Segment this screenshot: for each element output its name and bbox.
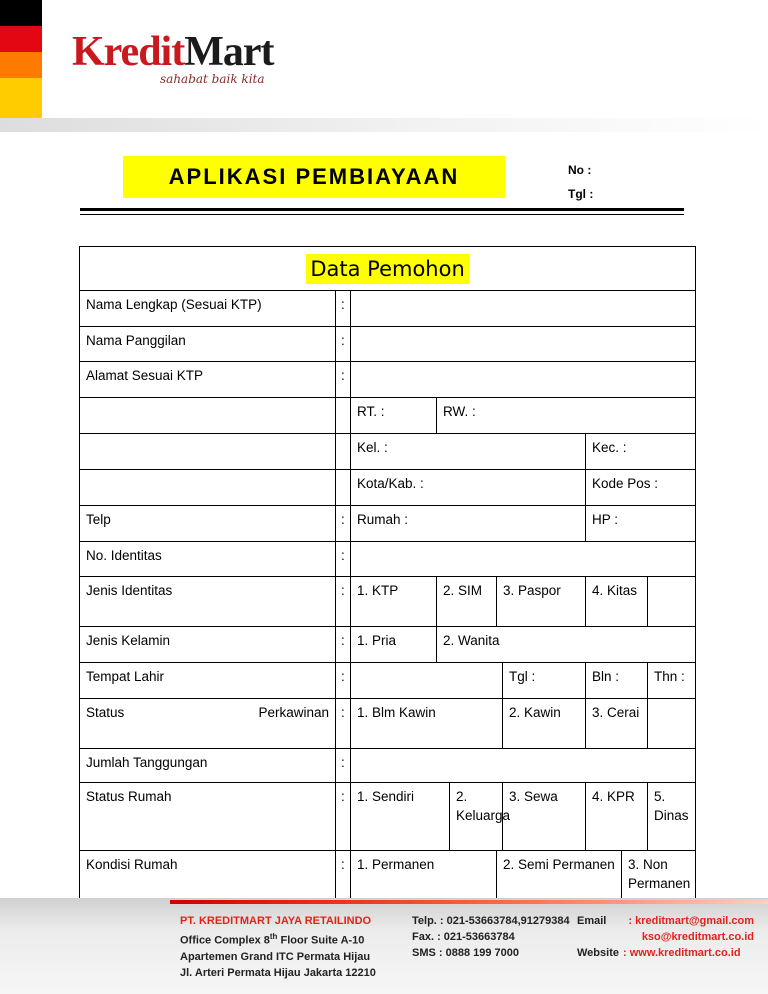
tagline: sahabat baik kita xyxy=(160,72,265,86)
field-nama-lengkap[interactable] xyxy=(351,291,696,327)
email-link-2[interactable]: kso@kreditmart.co.id xyxy=(641,931,755,943)
label-status-perkawinan xyxy=(80,699,336,749)
field-nama-panggilan[interactable] xyxy=(351,327,696,362)
logo-word-1: Kredit xyxy=(72,29,185,75)
flag-stripe-red xyxy=(0,26,42,52)
office-suite: Floor Suite A-10 xyxy=(277,934,365,947)
email-label: Email xyxy=(577,915,607,927)
no-label: No : xyxy=(568,163,592,177)
email-link-1[interactable]: : kreditmart@gmail.com xyxy=(628,915,755,927)
option-pria[interactable]: 1. Pria xyxy=(351,627,437,663)
footer-accent-bar xyxy=(170,900,768,904)
label-no-identitas: No. Identitas xyxy=(80,542,336,577)
option-sendiri[interactable]: 1. Sendiri xyxy=(351,783,450,851)
label-tempat-lahir: Tempat Lahir xyxy=(80,663,336,699)
label-kondisi-rumah: Kondisi Rumah xyxy=(80,851,336,900)
office-text: Office Complex 8 xyxy=(180,934,270,947)
label-jenis-kelamin: Jenis Kelamin xyxy=(80,627,336,663)
option-non-permanen[interactable]: 3. Non Permanen xyxy=(622,851,696,900)
field-hp[interactable]: HP : xyxy=(586,506,696,542)
field-tgl[interactable]: Tgl : xyxy=(503,663,586,699)
website-link[interactable]: : www.kreditmart.co.id xyxy=(622,947,741,959)
flag-stripe-yellow xyxy=(0,78,42,104)
label-jenis-identitas: Jenis Identitas xyxy=(80,577,336,627)
flag-stripe-orange xyxy=(0,52,42,78)
blank-cell xyxy=(336,470,351,506)
section-header xyxy=(80,247,696,291)
colon: : xyxy=(336,699,351,749)
colon: : xyxy=(336,577,351,627)
option-keluarga[interactable]: 2. Keluarga xyxy=(450,783,503,851)
applicant-form xyxy=(79,246,696,900)
telp-line: Telp. : 021-53663784,91279384 xyxy=(412,915,570,927)
apartment-line: Apartemen Grand ITC Permata Hijau xyxy=(180,950,371,963)
logo xyxy=(72,30,274,74)
colon: : xyxy=(336,327,351,362)
field-no-identitas[interactable] xyxy=(351,542,696,577)
option-permanen[interactable]: 1. Permanen xyxy=(351,851,497,900)
colon: : xyxy=(336,362,351,398)
colon: : xyxy=(336,627,351,663)
label-status-rumah: Status Rumah xyxy=(80,783,336,851)
field-rw[interactable]: RW. : xyxy=(437,398,696,434)
option-kitas[interactable]: 4. Kitas xyxy=(586,577,648,627)
sms-line: SMS : 0888 199 7000 xyxy=(412,947,520,959)
brand-flag xyxy=(0,0,42,130)
field-kel[interactable]: Kel. : xyxy=(351,434,586,470)
colon: : xyxy=(336,291,351,327)
colon: : xyxy=(336,749,351,783)
field-tempat-lahir[interactable] xyxy=(351,663,503,699)
office-sup: th xyxy=(269,932,278,941)
footer-online xyxy=(577,913,754,961)
section-title: Data Pemohon xyxy=(306,254,468,284)
perkawinan-word: Perkawinan xyxy=(258,705,329,720)
fax-line: Fax. : 021-53663784 xyxy=(412,931,515,943)
option-wanita[interactable]: 2. Wanita xyxy=(437,627,696,663)
label-alamat: Alamat Sesuai KTP xyxy=(80,362,336,398)
header-rule-thin xyxy=(80,214,684,215)
label-nama-panggilan: Nama Panggilan xyxy=(80,327,336,362)
website-label: Website xyxy=(577,947,619,959)
field-telp-rumah[interactable]: Rumah : xyxy=(351,506,586,542)
header-shade xyxy=(0,118,768,132)
blank-cell xyxy=(648,577,696,627)
field-thn[interactable]: Thn : xyxy=(648,663,696,699)
street-line: Jl. Arteri Permata Hijau Jakarta 12210 xyxy=(180,966,376,979)
status-word: Status xyxy=(86,705,125,720)
header-rule-thick xyxy=(80,208,684,211)
footer-phones xyxy=(412,913,570,961)
company-name: PT. KREDITMART JAYA RETAILINDO xyxy=(180,915,372,927)
option-kawin[interactable]: 2. Kawin xyxy=(503,699,586,749)
option-semi-permanen[interactable]: 2. Semi Permanen xyxy=(497,851,622,900)
colon: : xyxy=(336,542,351,577)
website-line xyxy=(577,945,754,961)
option-sewa[interactable]: 3. Sewa xyxy=(503,783,586,851)
colon: : xyxy=(336,851,351,900)
option-sim[interactable]: 2. SIM xyxy=(437,577,497,627)
option-kpr[interactable]: 4. KPR xyxy=(586,783,648,851)
field-rt[interactable]: RT. : xyxy=(351,398,437,434)
blank-cell xyxy=(336,398,351,434)
label-nama-lengkap: Nama Lengkap (Sesuai KTP) xyxy=(80,291,336,327)
field-alamat[interactable] xyxy=(351,362,696,398)
option-paspor[interactable]: 3. Paspor xyxy=(497,577,586,627)
flag-stripe-black xyxy=(0,0,42,26)
footer-address xyxy=(180,913,376,981)
label-telp: Telp xyxy=(80,506,336,542)
tgl-label: Tgl : xyxy=(568,187,594,201)
field-bln[interactable]: Bln : xyxy=(586,663,648,699)
field-kec[interactable]: Kec. : xyxy=(586,434,696,470)
field-kota[interactable]: Kota/Kab. : xyxy=(351,470,586,506)
page-title: APLIKASI PEMBIAYAAN xyxy=(123,156,505,198)
colon: : xyxy=(336,506,351,542)
option-cerai[interactable]: 3. Cerai xyxy=(586,699,648,749)
email-line xyxy=(577,913,754,929)
office-line xyxy=(180,929,376,949)
label-jumlah-tanggungan: Jumlah Tanggungan xyxy=(80,749,336,783)
option-ktp[interactable]: 1. KTP xyxy=(351,577,437,627)
colon: : xyxy=(336,663,351,699)
field-jumlah-tanggungan[interactable] xyxy=(351,749,696,783)
colon: : xyxy=(336,783,351,851)
email-line-2 xyxy=(577,929,754,945)
blank-cell xyxy=(80,398,336,434)
field-kode-pos[interactable]: Kode Pos : xyxy=(586,470,696,506)
blank-cell xyxy=(80,434,336,470)
logo-word-2: Mart xyxy=(184,29,274,75)
option-dinas[interactable]: 5. Dinas xyxy=(648,783,696,851)
option-blm-kawin[interactable]: 1. Blm Kawin xyxy=(351,699,503,749)
blank-cell xyxy=(648,699,696,749)
blank-cell xyxy=(336,434,351,470)
blank-cell xyxy=(80,470,336,506)
